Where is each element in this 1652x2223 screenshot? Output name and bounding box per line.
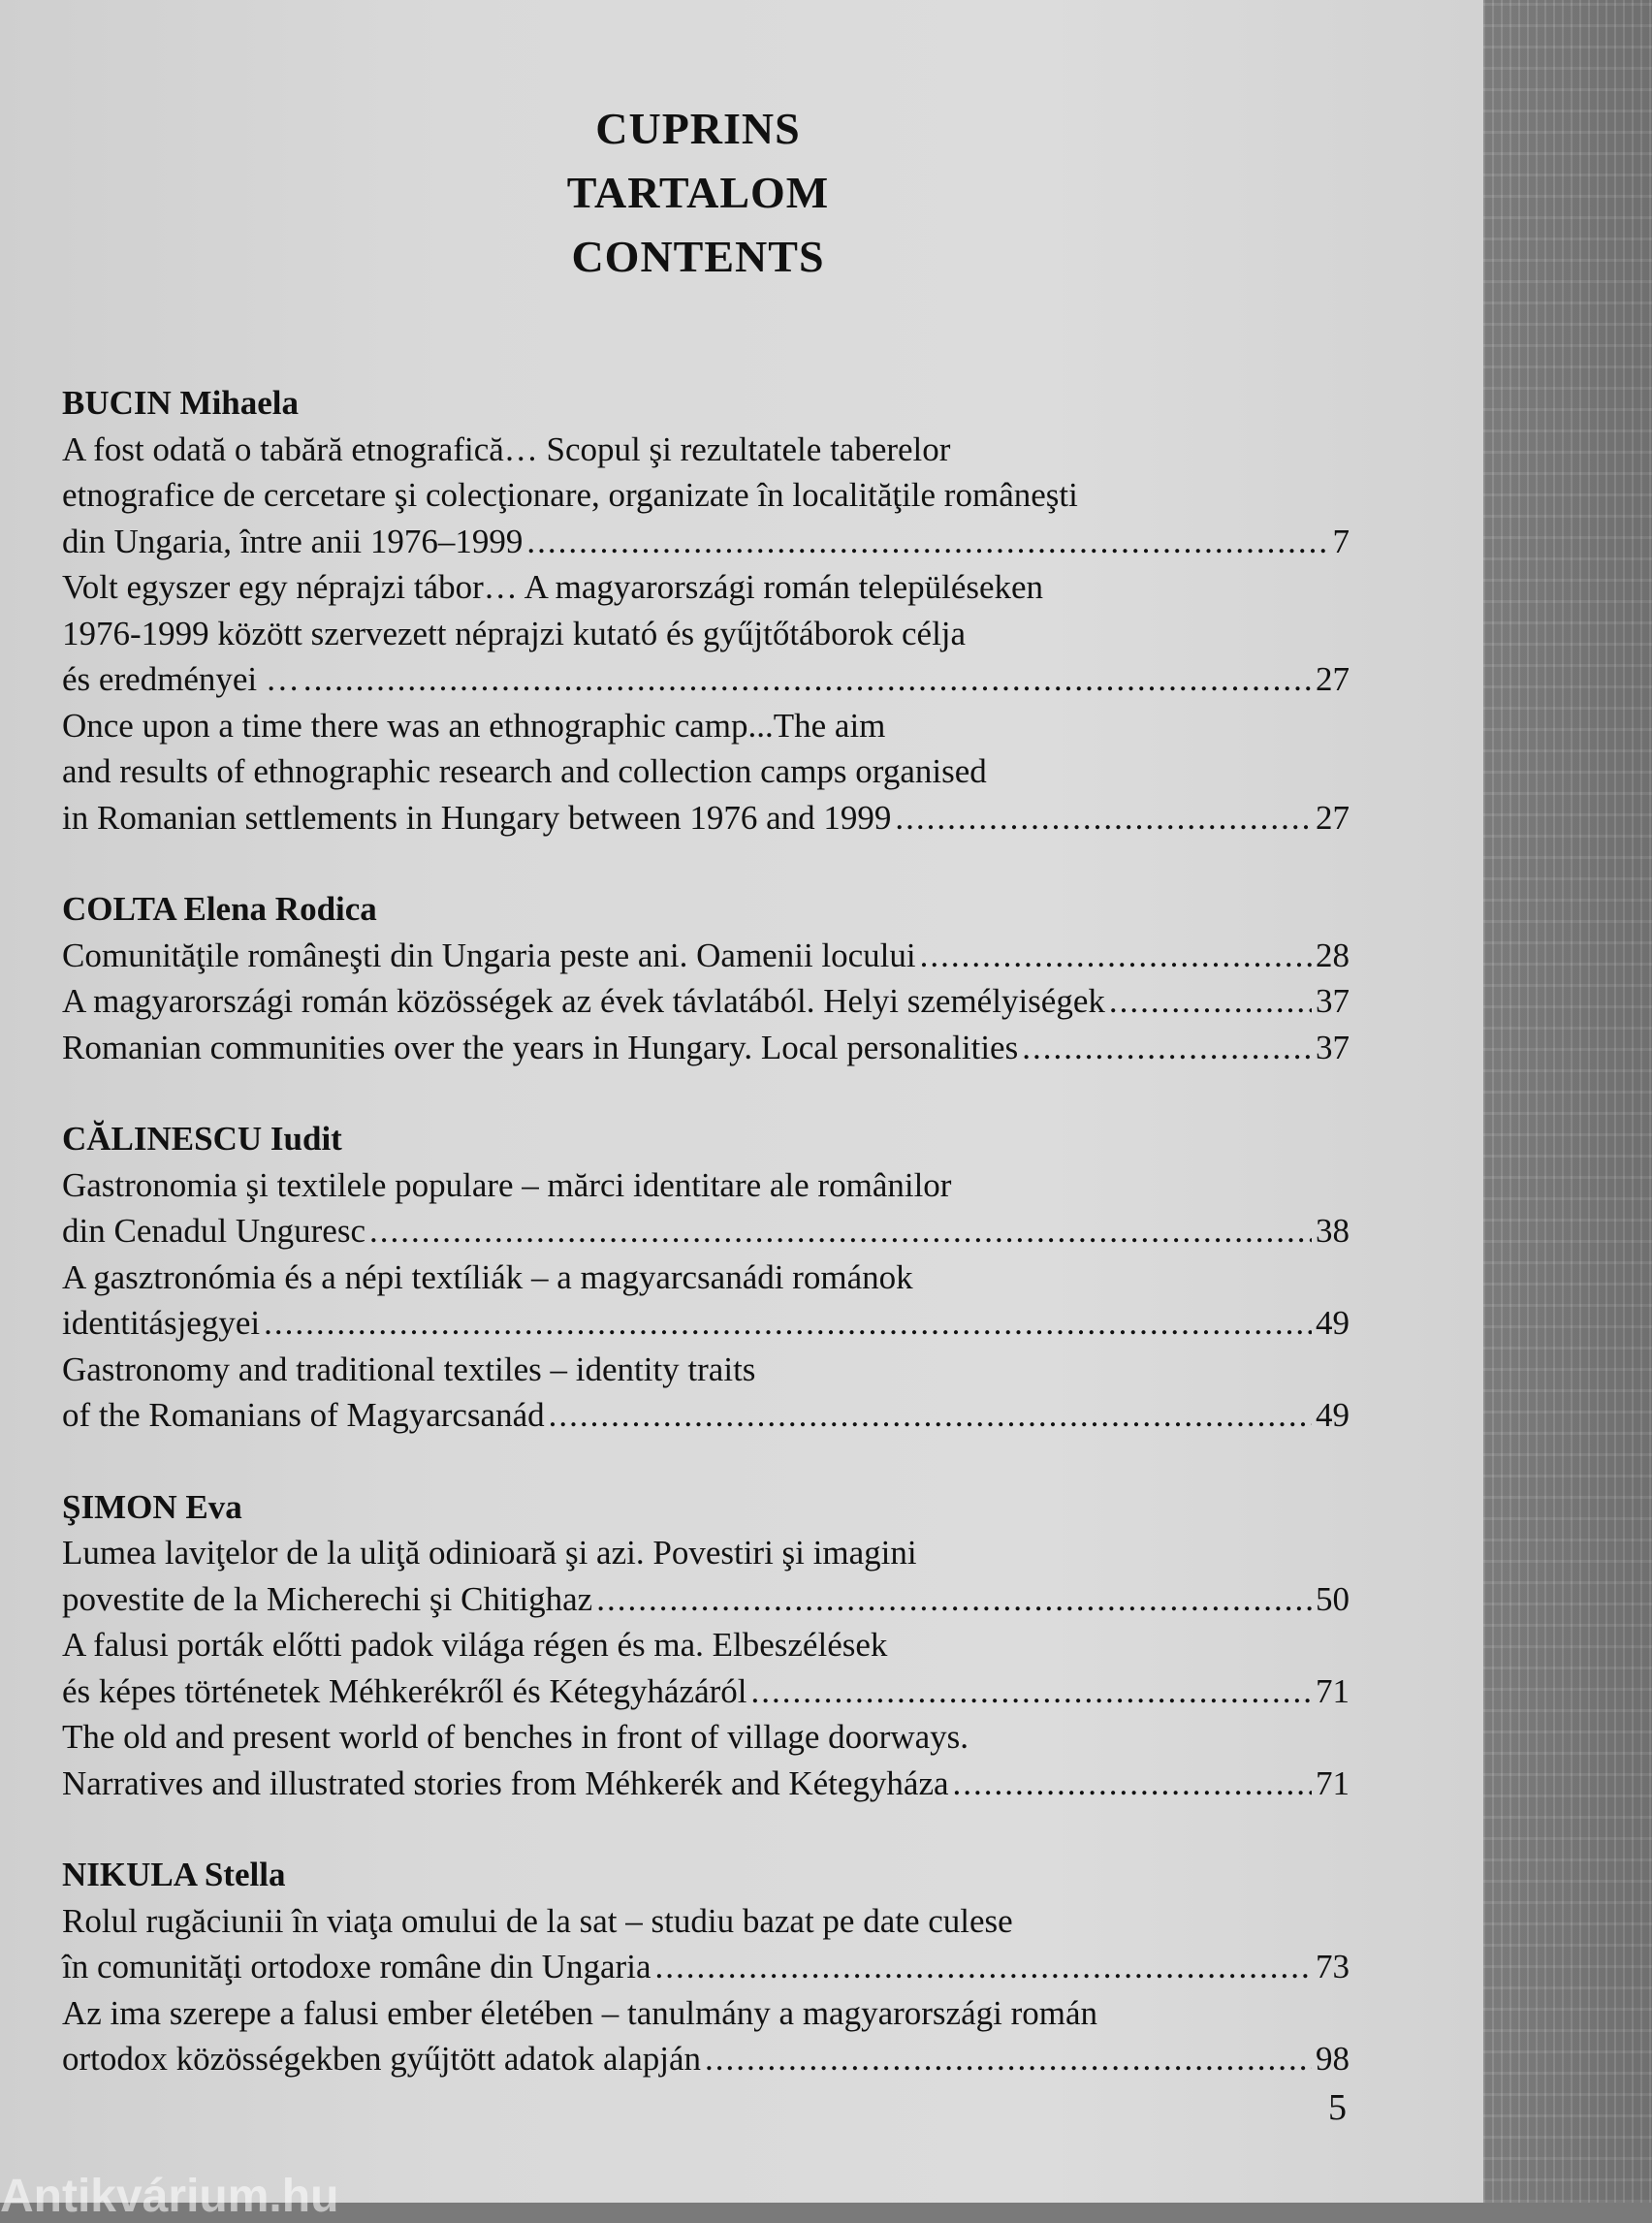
entry-title-line: Lumea laviţelor de la uliţă odinioară şi azi. Povestiri şi imagini [62, 1534, 917, 1572]
entry-page-number: 71 [1316, 1671, 1350, 1710]
entry-title-line: in Romanian settlements in Hungary between 1976 and 1999 [62, 798, 892, 837]
dot-leader [526, 519, 1328, 565]
entry-page-number: 49 [1316, 1304, 1350, 1342]
entry-final-line [62, 519, 1350, 565]
entry-title-line: din Cenadul Unguresc [62, 1212, 365, 1250]
entry-final-line [62, 1025, 1350, 1071]
entry-page-number: 38 [1316, 1212, 1350, 1250]
entry-title-line: povestite de la Micherechi şi Chitighaz [62, 1579, 593, 1618]
toc-entry [62, 1990, 1350, 2082]
entry-page-number: 49 [1316, 1396, 1350, 1434]
dot-leader [654, 1944, 1312, 1990]
toc-section [62, 886, 1350, 1070]
toc-entry [62, 427, 1350, 565]
toc-entry [62, 564, 1350, 703]
page-number: 5 [1328, 2087, 1347, 2128]
toc-entry [62, 1162, 1350, 1254]
entry-final-line [62, 1392, 1350, 1439]
toc-entry [62, 703, 1350, 842]
entry-final-line [62, 1761, 1350, 1807]
toc-entry [62, 1898, 1350, 1990]
entry-final-line [62, 1668, 1350, 1715]
entry-final-line [62, 1944, 1350, 1990]
entry-title-line: Romanian communities over the years in Hungary. Local personalities [62, 1028, 1019, 1066]
toc-entry [62, 1025, 1350, 1071]
entry-title-line: etnografice de cercetare şi colecţionare, organizate în localităţile româneşti [62, 476, 1078, 514]
author-name: ŞIMON Eva [62, 1487, 242, 1526]
author-name: BUCIN Mihaela [62, 384, 300, 422]
entry-title-line: în comunităţi ortodoxe române din Ungaria [62, 1948, 651, 1985]
author-name: COLTA Elena Rodica [62, 890, 377, 928]
entry-title-line: A falusi porták előtti padok világa régen és ma. Elbeszélések [62, 1626, 888, 1664]
entry-page-number: 73 [1316, 1948, 1350, 1985]
entry-title-line: din Ungaria, între anii 1976–1999 [62, 522, 524, 560]
toc-section [62, 380, 1350, 841]
entry-page-number: 28 [1316, 936, 1350, 974]
entry-title-line: identitásjegyei [62, 1304, 261, 1342]
entry-page-number: 27 [1316, 660, 1350, 698]
entry-title-line: Comunităţile româneşti din Ungaria peste ani. Oamenii locului [62, 936, 916, 974]
entry-title-line: The old and present world of benches in front of village doorways. [62, 1718, 969, 1756]
entry-final-line [62, 978, 1350, 1025]
entry-final-line [62, 656, 1350, 703]
entry-final-line [62, 1576, 1350, 1623]
contents-heading [0, 97, 1396, 289]
entry-title-line: A gasztronómia és a népi textíliák – a magyarcsanádi románok [62, 1257, 913, 1296]
toc-entry [62, 933, 1350, 979]
toc-entry [62, 1254, 1350, 1347]
entry-page-number: 37 [1316, 1028, 1350, 1066]
toc-section [62, 1116, 1350, 1439]
watermark: Antikvárium.hu [0, 2171, 339, 2222]
heading-hungarian: TARTALOM [566, 168, 830, 217]
toc-entry [62, 1622, 1350, 1714]
dot-leader [1022, 1025, 1312, 1071]
entry-title-line: és eredményei … [62, 660, 300, 698]
entry-final-line [62, 795, 1350, 842]
dot-leader [1109, 978, 1312, 1025]
entry-page-number: 7 [1332, 522, 1350, 560]
table-of-contents [62, 380, 1350, 2128]
toc-section [62, 1852, 1350, 2082]
entry-title-line: 1976-1999 között szervezett néprajzi kutató és gyűjtőtáborok célja [62, 614, 967, 652]
entry-page-number: 50 [1316, 1579, 1350, 1618]
toc-entry [62, 978, 1350, 1025]
entry-page-number: 27 [1316, 798, 1350, 837]
entry-title-line: Rolul rugăciunii în viaţa omului de la sat – studiu bazat pe date culese [62, 1901, 1013, 1940]
heading-romanian: CUPRINS [595, 104, 801, 153]
toc-section [62, 1484, 1350, 1807]
entry-title-line: of the Romanians of Magyarcsanád [62, 1396, 545, 1434]
entry-title-line: and results of ethnographic research and collection camps organised [62, 752, 987, 790]
dot-leader [920, 933, 1312, 979]
dot-leader [596, 1576, 1312, 1623]
entry-title-line: és képes történetek Méhkerékről és Kétegyházáról [62, 1671, 747, 1710]
toc-entry [62, 1714, 1350, 1806]
dot-leader [705, 2036, 1312, 2082]
dot-leader [303, 656, 1312, 703]
toc-entry [62, 1530, 1350, 1622]
entry-title-line: ortodox közösségekben gyűjtött adatok alapján [62, 2040, 702, 2078]
entry-final-line [62, 2036, 1350, 2082]
dot-leader [264, 1300, 1312, 1347]
entry-title-line: A magyarországi román közösségek az évek távlatából. Helyi személyiségek [62, 982, 1105, 1020]
entry-page-number: 98 [1316, 2040, 1350, 2078]
entry-title-line: Gastronomia şi textilele populare – mărci identitare ale românilor [62, 1165, 952, 1204]
entry-title-line: Once upon a time there was an ethnographic camp...The aim [62, 706, 886, 745]
entry-page-number: 71 [1316, 1763, 1350, 1802]
entry-title-line: A fost odată o tabără etnografică… Scopul şi rezultatele taberelor [62, 429, 951, 468]
dot-leader [549, 1392, 1312, 1439]
heading-english: CONTENTS [571, 232, 825, 281]
entry-final-line [62, 1300, 1350, 1347]
entry-title-line: Narratives and illustrated stories from Méhkerék and Kétegyháza [62, 1763, 949, 1802]
entry-title-line: Az ima szerepe a falusi ember életében – tanulmány a magyarországi román [62, 1993, 1097, 2032]
toc-entry [62, 1347, 1350, 1439]
entry-title-line: Volt egyszer egy néprajzi tábor… A magyarországi román településeken [62, 568, 1044, 606]
entry-page-number: 37 [1316, 982, 1350, 1020]
author-name: NIKULA Stella [62, 1856, 286, 1893]
entry-final-line [62, 1208, 1350, 1254]
dot-leader [369, 1208, 1312, 1254]
dot-leader [953, 1761, 1312, 1807]
entry-final-line [62, 933, 1350, 979]
author-name: CĂLINESCU Iudit [62, 1120, 342, 1158]
entry-title-line: Gastronomy and traditional textiles – identity traits [62, 1350, 756, 1388]
background-surface [1483, 0, 1652, 2203]
dot-leader [895, 795, 1312, 842]
dot-leader [751, 1668, 1313, 1715]
